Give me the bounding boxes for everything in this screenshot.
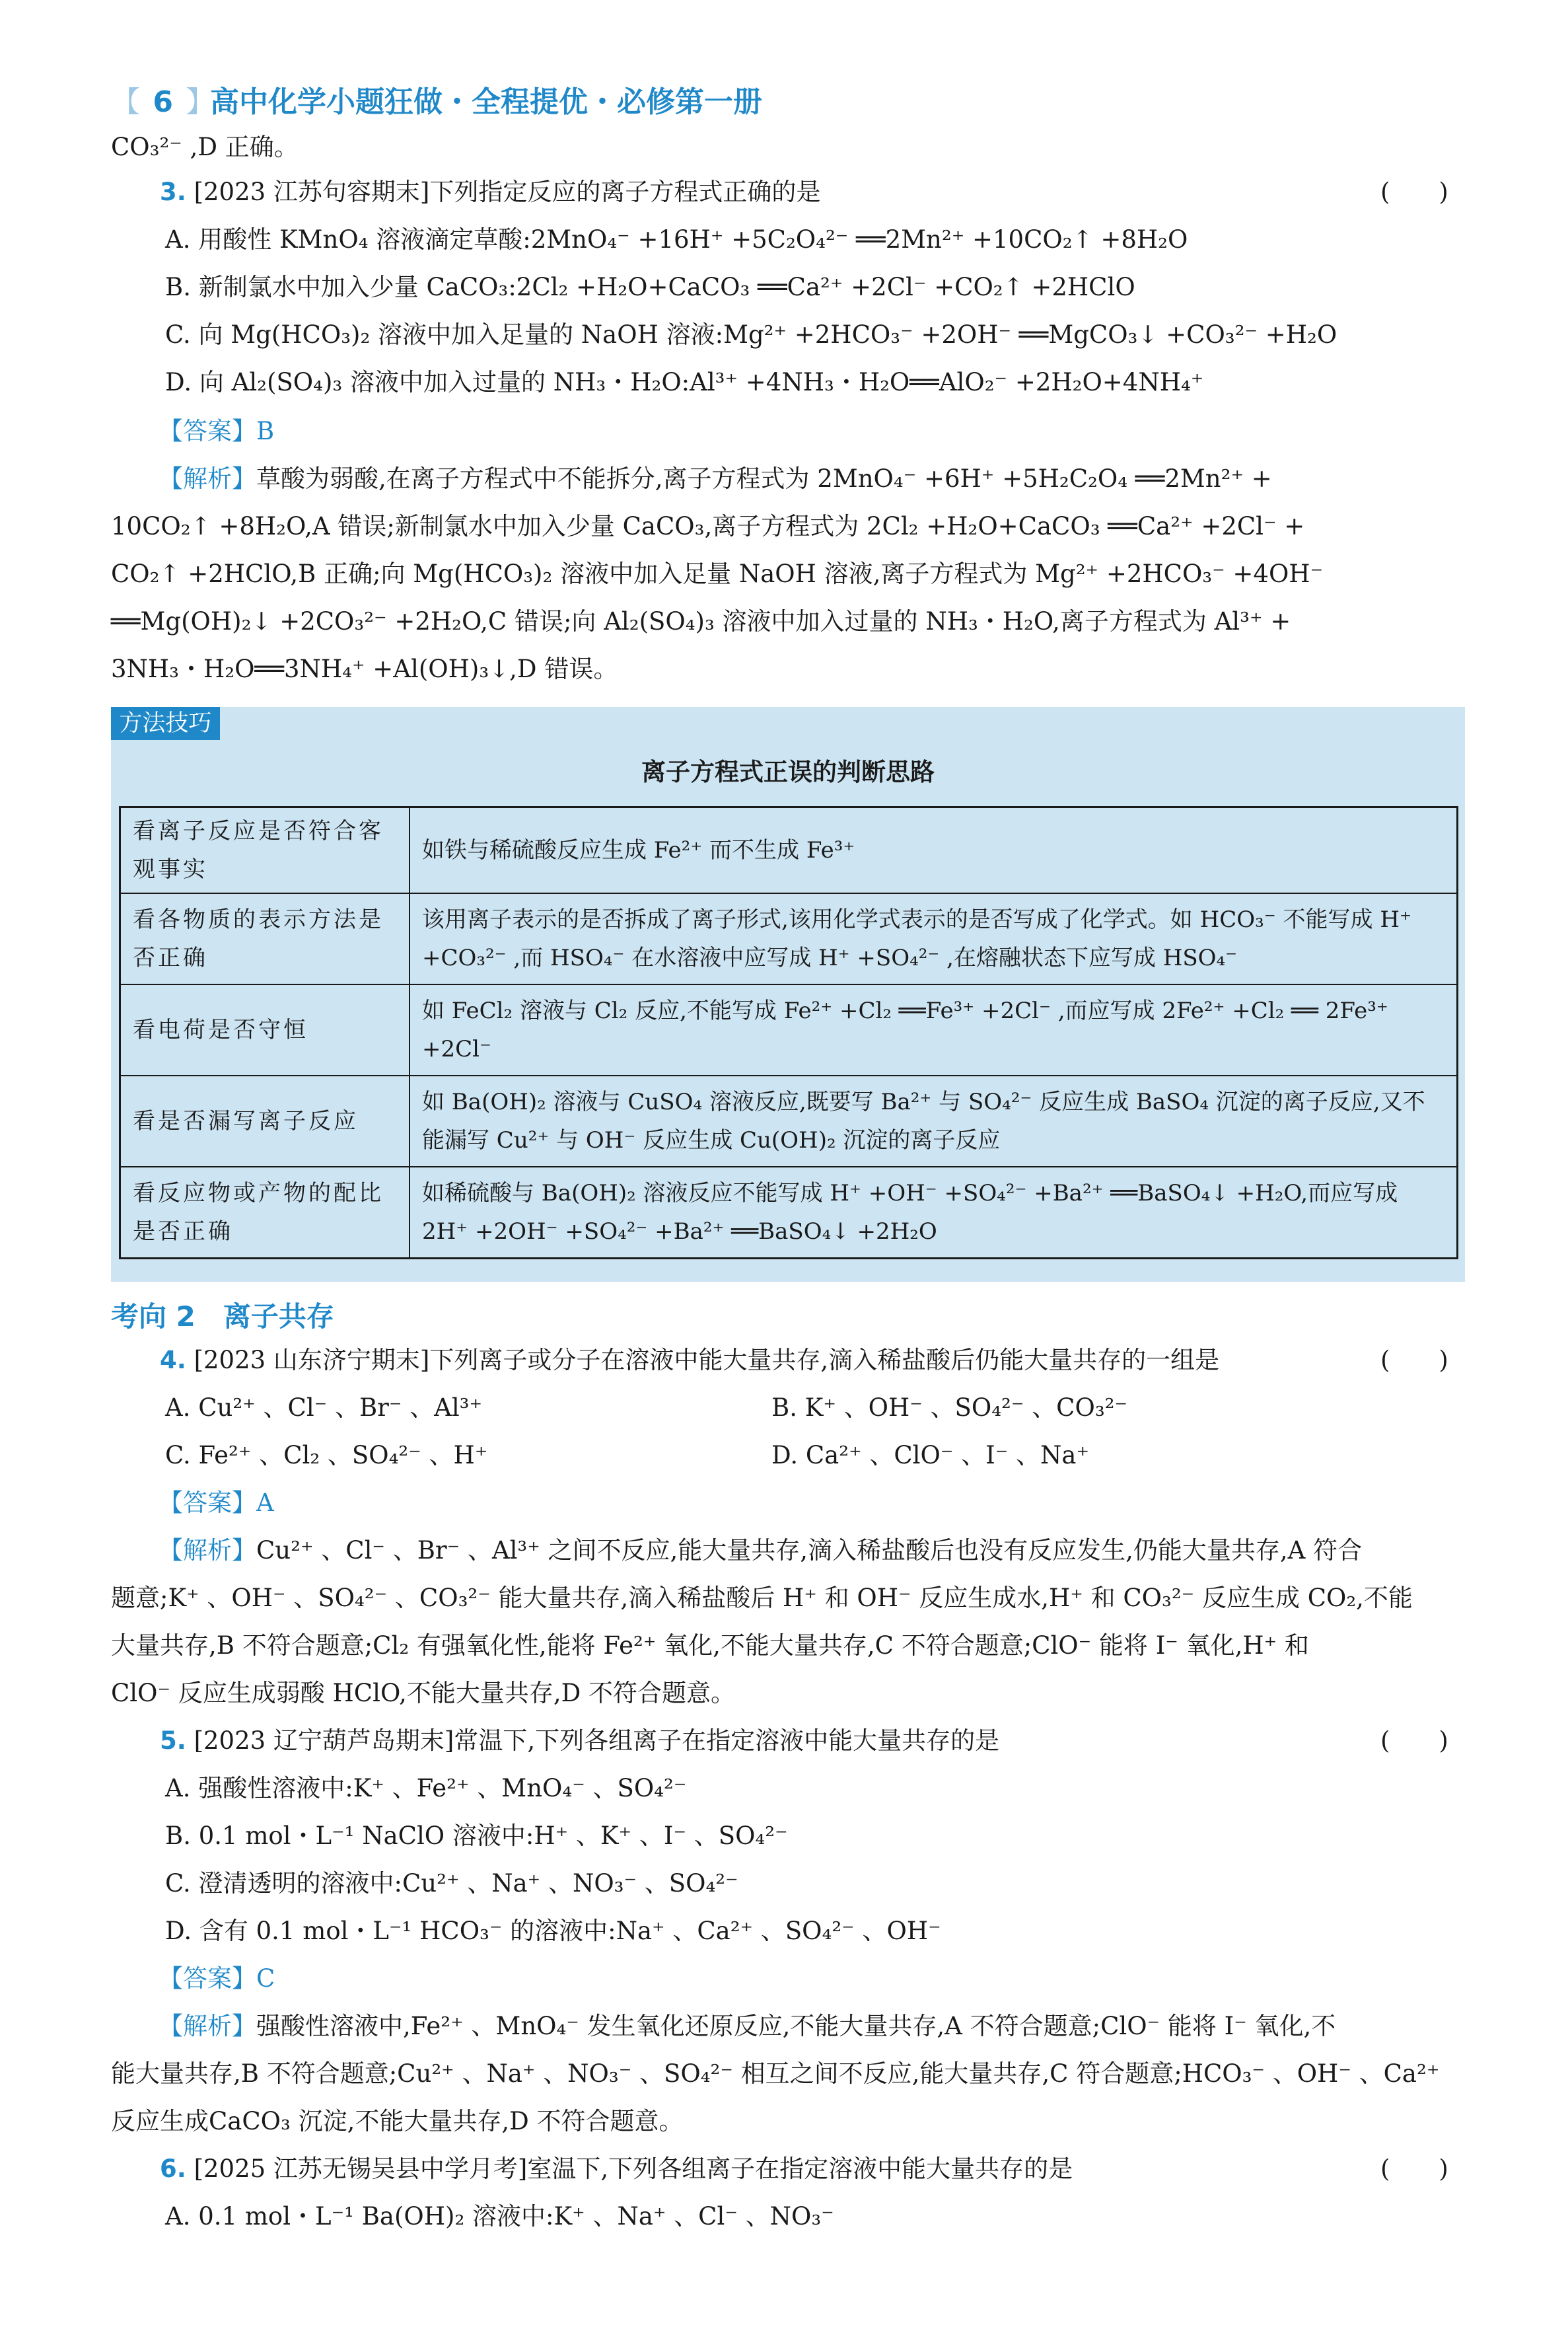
- q5-number: 5.: [160, 1726, 186, 1755]
- table-cell-key: 看各物质的表示方法是否正确: [120, 893, 410, 984]
- q6-number: 6.: [160, 2155, 186, 2183]
- table-cell-key: 看离子反应是否符合客观事实: [120, 807, 410, 894]
- q4-option-a: A. Cu²⁺ 、Cl⁻ 、Br⁻ 、Al³⁺: [165, 1393, 483, 1422]
- q3-option-d: D. 向 Al₂(SO₄)₃ 溶液中加入过量的 NH₃・H₂O:Al³⁺ +4NH₃・H₂O══AlO₂⁻ +2H₂O+4NH₄⁺: [165, 368, 1204, 396]
- q4-option-c: C. Fe²⁺ 、Cl₂ 、SO₄²⁻ 、H⁺: [165, 1441, 488, 1469]
- q5-option-b: B. 0.1 mol・L⁻¹ NaClO 溶液中:H⁺ 、K⁺ 、I⁻ 、SO₄²⁻: [165, 1822, 788, 1850]
- q4-stem-text: [2023 山东济宁期末]下列离子或分子在溶液中能大量共存,滴入稀盐酸后仍能大量共存的一组是: [194, 1346, 1220, 1374]
- table-cell-value: 如 FeCl₂ 溶液与 Cl₂ 反应,不能写成 Fe²⁺ +Cl₂ ══Fe³⁺ +2Cl⁻ ,而应写成 2Fe²⁺ +Cl₂ ══ 2Fe³⁺ +2Cl⁻: [410, 984, 1458, 1076]
- answer-tag: 【答案】: [159, 1489, 256, 1517]
- table-cell-key: 看电荷是否守恒: [120, 984, 410, 1076]
- q4-answer: [159, 1487, 274, 1520]
- table-cell-value: 该用离子表示的是否拆成了离子形式,该用化学式表示的是否写成了化学式。如 HCO₃⁻ 不能写成 H⁺ +CO₃²⁻ ,而 HSO₄⁻ 在水溶液中应写成 H⁺ +SO₄²⁻ ,在熔融状态下应写成 HSO₄⁻: [410, 893, 1458, 984]
- q4-answer-blank: ( ): [1380, 1346, 1448, 1374]
- table-cell-value: 如铁与稀硫酸反应生成 Fe²⁺ 而不生成 Fe³⁺: [410, 807, 1458, 894]
- q5-ex1-text: 强酸性溶液中,Fe²⁺ 、MnO₄⁻ 发生氧化还原反应,不能大量共存,A 不符合题意;ClO⁻ 能将 I⁻ 氧化,不: [256, 2012, 1336, 2040]
- q6-option-a: A. 0.1 mol・L⁻¹ Ba(OH)₂ 溶液中:K⁺ 、Na⁺ 、Cl⁻ 、NO₃⁻: [165, 2202, 834, 2231]
- page-number-value: 6: [153, 85, 174, 119]
- table-row: [120, 893, 1458, 984]
- analysis-tag: 【解析】: [159, 2012, 256, 2040]
- q4-explanation-3: 大量共存,B 不符合题意;Cl₂ 有强氧化性,能将 Fe²⁺ 氧化,不能大量共存,C 不符合题意;ClO⁻ 能将 I⁻ 氧化,H⁺ 和: [111, 1631, 1309, 1660]
- q3-explanation-4: ══Mg(OH)₂↓ +2CO₃²⁻ +2H₂O,C 错误;向 Al₂(SO₄)₃ 溶液中加入过量的 NH₃・H₂O,离子方程式为 Al³⁺ +: [111, 607, 1291, 636]
- q4-option-b: B. K⁺ 、OH⁻ 、SO₄²⁻ 、CO₃²⁻: [771, 1393, 1128, 1422]
- q3-answer-blank: ( ): [1380, 178, 1448, 206]
- q5-explanation-1: [159, 2010, 1336, 2043]
- table-cell-value: 如稀硫酸与 Ba(OH)₂ 溶液反应不能写成 H⁺ +OH⁻ +SO₄²⁻ +Ba²⁺ ══BaSO₄↓ +H₂O,而应写成 2H⁺ +2OH⁻ +SO₄²⁻ +Ba²⁺ ══BaSO₄↓ +2H₂O: [410, 1167, 1458, 1258]
- q5-answer-value: C: [256, 1964, 275, 1993]
- q3-number: 3.: [160, 178, 186, 206]
- analysis-tag: 【解析】: [159, 1536, 256, 1565]
- q3-answer: [159, 415, 274, 448]
- q3-explanation-1: [159, 462, 1466, 496]
- q3-explanation-5: 3NH₃・H₂O══3NH₄⁺ +Al(OH)₃↓,D 错误。: [111, 655, 618, 683]
- answer-tag: 【答案】: [159, 417, 256, 445]
- q5-option-a: A. 强酸性溶液中:K⁺ 、Fe²⁺ 、MnO₄⁻ 、SO₄²⁻: [165, 1774, 687, 1802]
- page-number: 【 6 】: [111, 85, 217, 119]
- table-row: [120, 984, 1458, 1076]
- answer-tag: 【答案】: [159, 1964, 256, 1993]
- q5-answer: [159, 1962, 275, 1995]
- table-row: [120, 1076, 1458, 1167]
- q5-answer-blank: ( ): [1380, 1726, 1448, 1755]
- q6-stem: [160, 2153, 1073, 2186]
- analysis-tag: 【解析】: [159, 464, 256, 493]
- q3-explanation-2: 10CO₂↑ +8H₂O,A 错误;新制氯水中加入少量 CaCO₃,离子方程式为 2Cl₂ +H₂O+CaCO₃ ══Ca²⁺ +2Cl⁻ +: [111, 512, 1305, 540]
- q5-explanation-3: 反应生成CaCO₃ 沉淀,不能大量共存,D 不符合题意。: [111, 2107, 684, 2135]
- q4-ex1-text: Cu²⁺ 、Cl⁻ 、Br⁻ 、Al³⁺ 之间不反应,能大量共存,滴入稀盐酸后也没有反应发生,仍能大量共存,A 符合: [256, 1536, 1363, 1565]
- q4-explanation-4: ClO⁻ 反应生成弱酸 HClO,不能大量共存,D 不符合题意。: [111, 1679, 736, 1707]
- q3-explanation-3: CO₂↑ +2HClO,B 正确;向 Mg(HCO₃)₂ 溶液中加入足量 NaOH 溶液,离子方程式为 Mg²⁺ +2HCO₃⁻ +4OH⁻: [111, 560, 1324, 588]
- table-row: [120, 1167, 1458, 1258]
- table-cell-key: 看反应物或产物的配比是否正确: [120, 1167, 410, 1258]
- method-tag: 方法技巧: [111, 707, 220, 740]
- book-title: 高中化学小题狂做・全程提优・必修第一册: [210, 85, 762, 119]
- table-cell-key: 看是否漏写离子反应: [120, 1076, 410, 1167]
- q6-answer-blank: ( ): [1380, 2155, 1448, 2183]
- q3-ex1-text: 草酸为弱酸,在离子方程式中不能拆分,离子方程式为 2MnO₄⁻ +6H⁺ +5H₂C₂O₄ ══2Mn²⁺ +: [256, 464, 1272, 493]
- q5-option-d: D. 含有 0.1 mol・L⁻¹ HCO₃⁻ 的溶液中:Na⁺ 、Ca²⁺ 、SO₄²⁻ 、OH⁻: [165, 1917, 941, 1945]
- method-table: [119, 806, 1458, 1259]
- q4-answer-value: A: [256, 1489, 274, 1517]
- section-title: 考向 2 离子共存: [111, 1300, 334, 1333]
- q5-stem: [160, 1724, 999, 1757]
- method-title: 离子方程式正误的判断思路: [641, 758, 935, 786]
- q4-stem: [160, 1344, 1219, 1377]
- q3-option-b: B. 新制氯水中加入少量 CaCO₃:2Cl₂ +H₂O+CaCO₃ ══Ca²⁺ +2Cl⁻ +CO₂↑ +2HClO: [165, 273, 1135, 301]
- q5-option-c: C. 澄清透明的溶液中:Cu²⁺ 、Na⁺ 、NO₃⁻ 、SO₄²⁻: [165, 1869, 738, 1898]
- table-row: [120, 807, 1458, 894]
- q6-stem-text: [2025 江苏无锡吴县中学月考]室温下,下列各组离子在指定溶液中能大量共存的是: [194, 2155, 1073, 2183]
- q3-option-a: A. 用酸性 KMnO₄ 溶液滴定草酸:2MnO₄⁻ +16H⁺ +5C₂O₄²⁻ ══2Mn²⁺ +10CO₂↑ +8H₂O: [165, 225, 1188, 254]
- q5-explanation-2: 能大量共存,B 不符合题意;Cu²⁺ 、Na⁺ 、NO₃⁻ 、SO₄²⁻ 相互之间不反应,能大量共存,C 符合题意;HCO₃⁻ 、OH⁻ 、Ca²⁺: [111, 2059, 1440, 2088]
- q3-stem-text: [2023 江苏句容期末]下列指定反应的离子方程式正确的是: [194, 178, 821, 206]
- q4-explanation-2: 题意;K⁺ 、OH⁻ 、SO₄²⁻ 、CO₃²⁻ 能大量共存,滴入稀盐酸后 H⁺ 和 OH⁻ 反应生成水,H⁺ 和 CO₃²⁻ 反应生成 CO₂,不能: [111, 1584, 1413, 1612]
- q4-option-d: D. Ca²⁺ 、ClO⁻ 、I⁻ 、Na⁺: [771, 1441, 1089, 1469]
- q5-stem-text: [2023 辽宁葫芦岛期末]常温下,下列各组离子在指定溶液中能大量共存的是: [194, 1726, 1000, 1755]
- q3-option-c: C. 向 Mg(HCO₃)₂ 溶液中加入足量的 NaOH 溶液:Mg²⁺ +2HCO₃⁻ +2OH⁻ ══MgCO₃↓ +CO₃²⁻ +H₂O: [165, 320, 1337, 349]
- q3-answer-value: B: [256, 417, 275, 445]
- continued-line: CO₃²⁻ ,D 正确。: [111, 133, 299, 161]
- q3-stem: [160, 176, 820, 209]
- q4-number: 4.: [160, 1346, 186, 1374]
- table-cell-value: 如 Ba(OH)₂ 溶液与 CuSO₄ 溶液反应,既要写 Ba²⁺ 与 SO₄²⁻ 反应生成 BaSO₄ 沉淀的离子反应,又不能漏写 Cu²⁺ 与 OH⁻ 反应生成 Cu(OH)₂ 沉淀的离子反应: [410, 1076, 1458, 1167]
- q4-explanation-1: [159, 1534, 1362, 1567]
